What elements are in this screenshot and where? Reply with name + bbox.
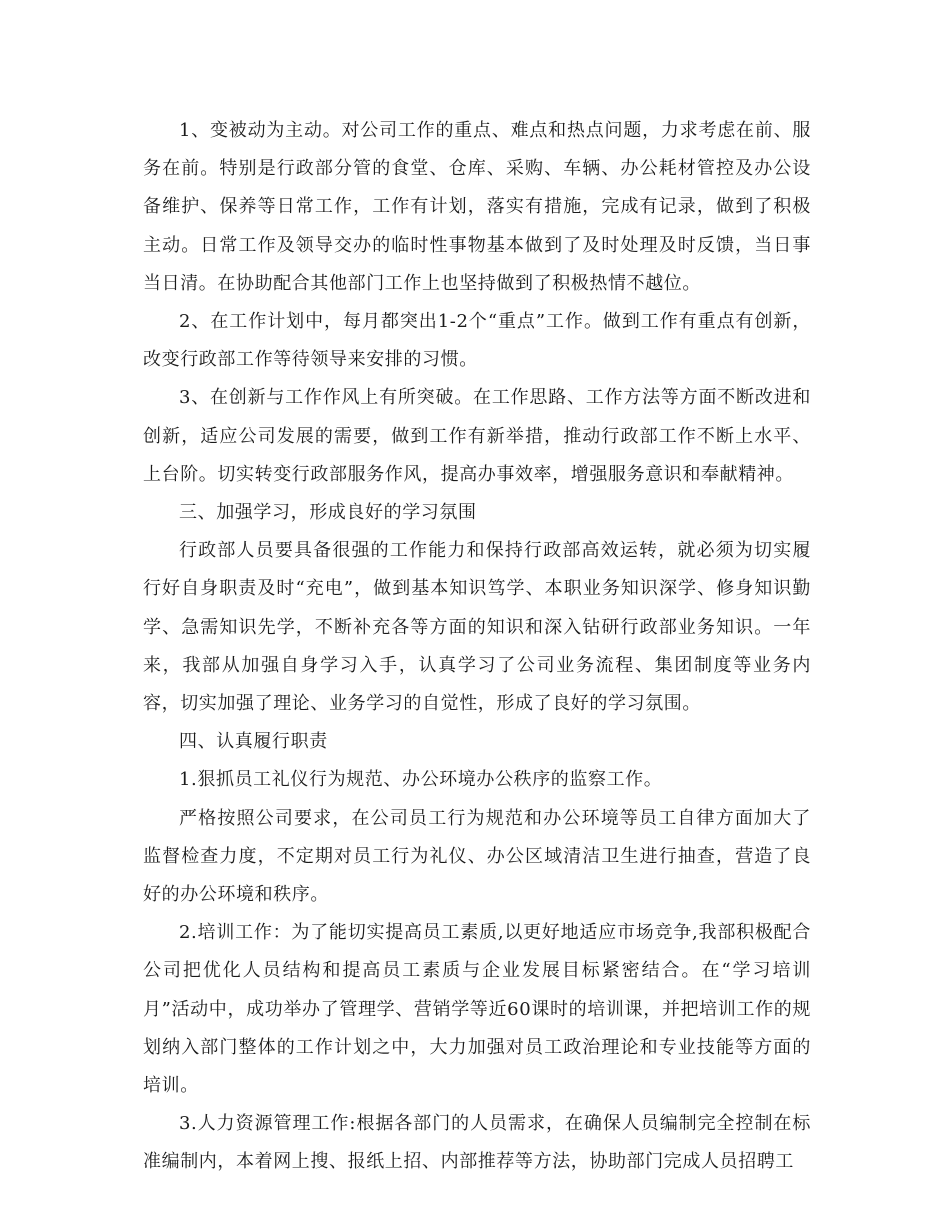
paragraph-monthly-key-work: 2、在工作计划中，每月都突出1-2个“重点”工作。做到工作有重点有创新，改变行政部工作等待领导来安排的习惯。 [143,311,811,371]
section-heading-duties: 四、认真履行职责 [179,731,328,753]
section-heading-learning: 三、加强学习，形成良好的学习氛围 [179,502,477,524]
document-body [143,112,811,1182]
subheading-etiquette-supervision: 1.狠抓员工礼仪行为规范、办公环境办公秩序的监察工作。 [179,769,663,791]
paragraph-learning-atmosphere: 行政部人员要具备很强的工作能力和保持行政部高效运转，就必须为切实履行好自身职责及时“充电”，做到基本知识笃学、本职业务知识深学、修身知识勤学、急需知识先学，不断补充各等方面的知识和深入钻研行政部业务知识。一年来，我部从加强自身学习入手，认真学习了公司业务流程、集团制度等业务内容，切实加强了理论、业务学习的自觉性，形成了良好的学习氛围。 [143,540,811,715]
paragraph-hr-management: 3.人力资源管理工作:根据各部门的人员需求，在确保人员编制完全控制在标准编制内，本着网上搜、报纸上招、内部推荐等方法，协助部门完成人员招聘工 [143,1113,811,1173]
paragraph-training-work: 2.培训工作：为了能切实提高员工素质,以更好地适应市场竞争,我部积极配合公司把优化人员结构和提高员工素质与企业发展目标紧密结合。在“学习培训月”活动中，成功举办了管理学、营销学等近60课时的培训课，并把培训工作的规划纳入部门整体的工作计划之中，大力加强对员工政治理论和专业技能等方面的培训。 [143,922,811,1097]
paragraph-innovation-style: 3、在创新与工作作风上有所突破。在工作思路、工作方法等方面不断改进和创新，适应公司发展的需要，做到工作有新举措，推动行政部工作不断上水平、上台阶。切实转变行政部服务作风，提高办事效率，增强服务意识和奉献精神。 [143,387,811,485]
paragraph-supervision-detail: 严格按照公司要求，在公司员工行为规范和办公环境等员工自律方面加大了监督检查力度，不定期对员工行为礼仪、办公区域清洁卫生进行抽查，营造了良好的办公环境和秩序。 [143,807,811,906]
paragraph-passive-to-active: 1、变被动为主动。对公司工作的重点、难点和热点问题，力求考虑在前、服务在前。特别是行政部分管的食堂、仓库、采购、车辆、办公耗材管控及办公设备维护、保养等日常工作，工作有计划，落实有措施，完成有记录，做到了积极主动。日常工作及领导交办的临时性事物基本做到了及时处理及时反馈，当日事当日清。在协助配合其他部门工作上也坚持做到了积极热情不越位。 [143,120,811,294]
